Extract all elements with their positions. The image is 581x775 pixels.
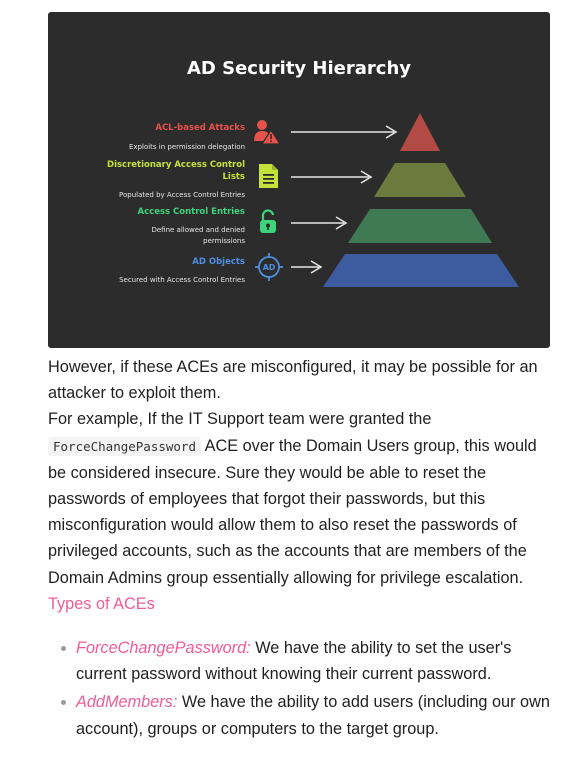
- level-2-description: Populated by Access Control Entries: [119, 191, 245, 199]
- ace-name-forcechangepassword: ForceChangePassword:: [76, 639, 251, 658]
- level-2-label-line-1: Discretionary Access Control: [107, 160, 245, 170]
- arrow-icon: [291, 217, 346, 229]
- paragraph-example: [48, 406, 553, 590]
- paragraph-example-rest: ACE over the Domain Users group, this would be considered insecure. Sure they would be able to reset the passwords of employees that forgot their passwords, but this misconfiguration would allow them to also reset the passwords of privileged accounts, such as the accounts that are members of the Domain Admins group essentially allowing for privilege escalation.: [48, 436, 537, 587]
- ad-hierarchy-infographic: [48, 12, 550, 348]
- ace-description: We have the ability to set the user's current password without knowing their current password.: [76, 639, 512, 684]
- list-item: [76, 689, 553, 741]
- level-3-label: Access Control Entries: [137, 207, 245, 217]
- arrow-icon: [291, 261, 321, 273]
- tier-1-shape: [400, 113, 440, 151]
- paragraph-misconfigured: However, if these ACEs are misconfigured, it may be possible for an attacker to exploit them.: [48, 358, 538, 403]
- level-4-description: Secured with Access Control Entries: [119, 276, 245, 284]
- arrow-icon: [291, 171, 371, 183]
- ace-name-addmembers: AddMembers:: [76, 693, 178, 712]
- infographic-title: AD Security Hierarchy: [186, 58, 412, 79]
- list-item: [76, 635, 553, 687]
- ace-description: We have the ability to add users (including our own account), groups or computers to the target group.: [76, 693, 550, 738]
- arrow-icon: [291, 126, 396, 138]
- article-content: [48, 354, 553, 744]
- document-icon: [259, 164, 278, 188]
- tier-4-shape: [323, 254, 519, 287]
- ad-object-icon: [255, 253, 283, 281]
- user-warning-icon: [254, 120, 280, 144]
- ace-list: [48, 635, 553, 742]
- tier-3-shape: [348, 209, 492, 243]
- level-1-description: Exploits in permission delegation: [129, 143, 245, 151]
- inline-code-forcechangepassword: ForceChangePassword: [48, 437, 201, 456]
- level-2-label-line-2: Lists: [222, 172, 245, 182]
- level-3-description-line-1: Define allowed and denied: [151, 226, 245, 234]
- paragraph-example-intro: For example, If the IT Support team were granted the: [48, 410, 432, 429]
- level-1-label: ACL-based Attacks: [155, 123, 245, 133]
- level-4-label: AD Objects: [192, 257, 245, 267]
- tier-2-shape: [374, 163, 466, 197]
- level-3-description-line-2: permissions: [203, 237, 245, 245]
- section-title-types-of-aces: Types of ACEs: [48, 594, 155, 613]
- ad-hierarchy-diagram: [48, 12, 550, 348]
- svg-text:AD: AD: [262, 263, 276, 272]
- unlock-icon: [260, 210, 276, 233]
